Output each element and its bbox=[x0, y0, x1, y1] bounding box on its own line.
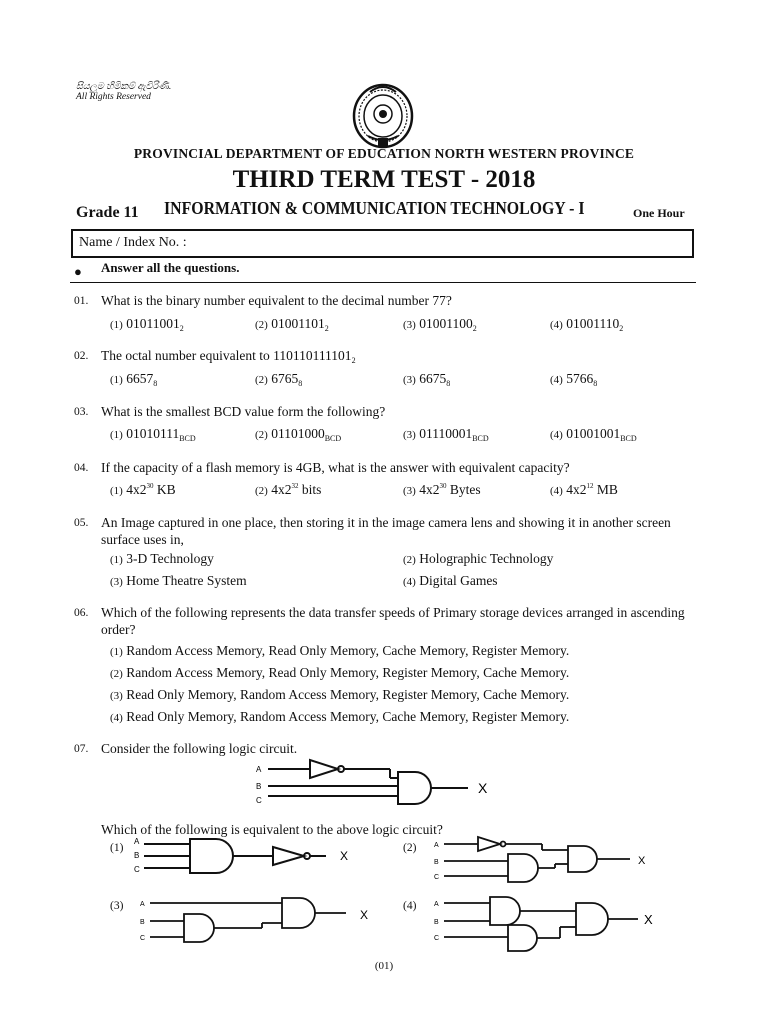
subject-title: INFORMATION & COMMUNICATION TECHNOLOGY - I bbox=[164, 198, 585, 218]
option[interactable]: (3) $4x2^{30}$ Bytes bbox=[403, 482, 481, 497]
option[interactable]: (3) $6675_8$ bbox=[403, 371, 451, 388]
question-number: 05. bbox=[74, 517, 89, 529]
bullet-icon: ● bbox=[74, 264, 82, 279]
option[interactable]: (2) $01001101_2$ bbox=[255, 316, 329, 333]
question-text: What is the binary number equivalent to the decimal number 77? bbox=[101, 293, 452, 308]
rights-notice bbox=[76, 82, 171, 102]
question-number: 06. bbox=[74, 607, 89, 619]
option[interactable]: (4) $5766_8$ bbox=[550, 371, 598, 388]
department-heading: PROVINCIAL DEPARTMENT OF EDUCATION NORTH WESTERN PROVINCE bbox=[133, 146, 635, 161]
question-text: The octal number equivalent to $110110111101_2$ bbox=[101, 348, 356, 365]
svg-text:B: B bbox=[434, 919, 439, 926]
option[interactable]: (4) $4x2^{12}$ MB bbox=[550, 482, 618, 497]
question-number: 01. bbox=[74, 295, 89, 307]
question-number: 04. bbox=[74, 462, 89, 474]
option[interactable]: (3) $01001100_2$ bbox=[403, 316, 477, 333]
svg-text:X: X bbox=[644, 912, 653, 927]
circuit-option-4[interactable] bbox=[430, 893, 670, 953]
page-number: (01) bbox=[374, 960, 394, 972]
svg-text:X: X bbox=[360, 908, 369, 922]
input-c-label: C bbox=[256, 796, 262, 805]
instruction: Answer all the questions. bbox=[101, 260, 240, 275]
question-text: Which of the following represents the data transfer speeds of Primary storage devices arranged in ascending order? bbox=[101, 605, 685, 637]
question-text: An Image captured in one place, then storing it in the image camera lens and showing it in another screen surface uses in, bbox=[101, 515, 671, 547]
svg-text:A: A bbox=[134, 837, 140, 846]
option[interactable]: (1) 3-D Technology bbox=[110, 551, 214, 566]
sub-question: Which of the following is equivalent to the above logic circuit? bbox=[101, 822, 443, 837]
divider bbox=[70, 282, 696, 283]
option[interactable]: (1) Random Access Memory, Read Only Memory, Cache Memory, Register Memory. bbox=[110, 643, 570, 658]
svg-text:X: X bbox=[340, 849, 349, 863]
option[interactable]: (3) Read Only Memory, Random Access Memory, Register Memory, Cache Memory. bbox=[110, 687, 570, 702]
svg-text:A: A bbox=[140, 901, 145, 908]
svg-text:C: C bbox=[434, 874, 440, 881]
option[interactable]: (1) $01010111_{BCD}$ bbox=[110, 426, 196, 443]
option[interactable]: (4) Digital Games bbox=[403, 573, 498, 588]
grade-label: Grade 11 bbox=[76, 204, 139, 221]
test-title: THIRD TERM TEST - 2018 bbox=[232, 166, 536, 193]
logic-circuit-main bbox=[250, 758, 500, 808]
option-number: (1) bbox=[110, 842, 124, 854]
question-text: If the capacity of a flash memory is 4GB, what is the answer with equivalent capacity? bbox=[101, 460, 570, 475]
option[interactable]: (2) Random Access Memory, Read Only Memory, Register Memory, Cache Memory. bbox=[110, 665, 570, 680]
option[interactable]: (2) Holographic Technology bbox=[403, 551, 554, 566]
option[interactable]: (3) $01110001_{BCD}$ bbox=[403, 426, 489, 443]
option[interactable]: (3) Home Theatre System bbox=[110, 573, 247, 588]
question-number: 07. bbox=[74, 743, 89, 755]
svg-text:C: C bbox=[140, 935, 146, 942]
svg-text:A: A bbox=[434, 842, 439, 849]
output-x-label: X bbox=[478, 780, 488, 796]
circuit-option-2[interactable] bbox=[430, 834, 670, 889]
option[interactable]: (4) $01001110_2$ bbox=[550, 316, 624, 333]
name-index-field[interactable] bbox=[71, 229, 694, 258]
svg-text:B: B bbox=[134, 851, 140, 860]
question-number: 02. bbox=[74, 350, 89, 362]
option-number: (3) bbox=[110, 900, 124, 912]
option[interactable]: (1) $6657_8$ bbox=[110, 371, 158, 388]
svg-text:X: X bbox=[638, 855, 646, 867]
option-number: (4) bbox=[403, 900, 417, 912]
svg-text:C: C bbox=[434, 935, 440, 942]
question-text: What is the smallest BCD value form the following? bbox=[101, 404, 386, 419]
input-a-label: A bbox=[256, 765, 262, 774]
option[interactable]: (2) $4x2^{32}$ bits bbox=[255, 482, 322, 497]
svg-text:A: A bbox=[434, 901, 439, 908]
rights-english: All Rights Reserved bbox=[76, 92, 151, 102]
circuit-option-3[interactable] bbox=[134, 893, 374, 953]
svg-text:B: B bbox=[434, 859, 439, 866]
svg-text:B: B bbox=[140, 919, 145, 926]
option[interactable]: (2) $6765_8$ bbox=[255, 371, 303, 388]
option-number: (2) bbox=[403, 842, 417, 854]
input-b-label: B bbox=[256, 782, 262, 791]
emblem-icon bbox=[350, 80, 416, 150]
rights-sinhala: සියලුම හිමිකම් ඇවිරිණි. bbox=[76, 82, 172, 92]
option[interactable]: (2) $01101000_{BCD}$ bbox=[255, 426, 342, 443]
name-index-label: Name / Index No. : bbox=[79, 235, 187, 250]
svg-text:C: C bbox=[134, 865, 140, 874]
option[interactable]: (1) $4x2^{30}$ KB bbox=[110, 482, 176, 497]
option[interactable]: (1) $01011001_2$ bbox=[110, 316, 184, 333]
option[interactable]: (4) Read Only Memory, Random Access Memory, Cache Memory, Register Memory. bbox=[110, 709, 570, 724]
option[interactable]: (4) $01001001_{BCD}$ bbox=[550, 426, 637, 443]
duration-label: One Hour bbox=[633, 206, 685, 220]
circuit-option-1[interactable] bbox=[128, 834, 368, 884]
question-number: 03. bbox=[74, 406, 89, 418]
question-text: Consider the following logic circuit. bbox=[101, 741, 298, 756]
